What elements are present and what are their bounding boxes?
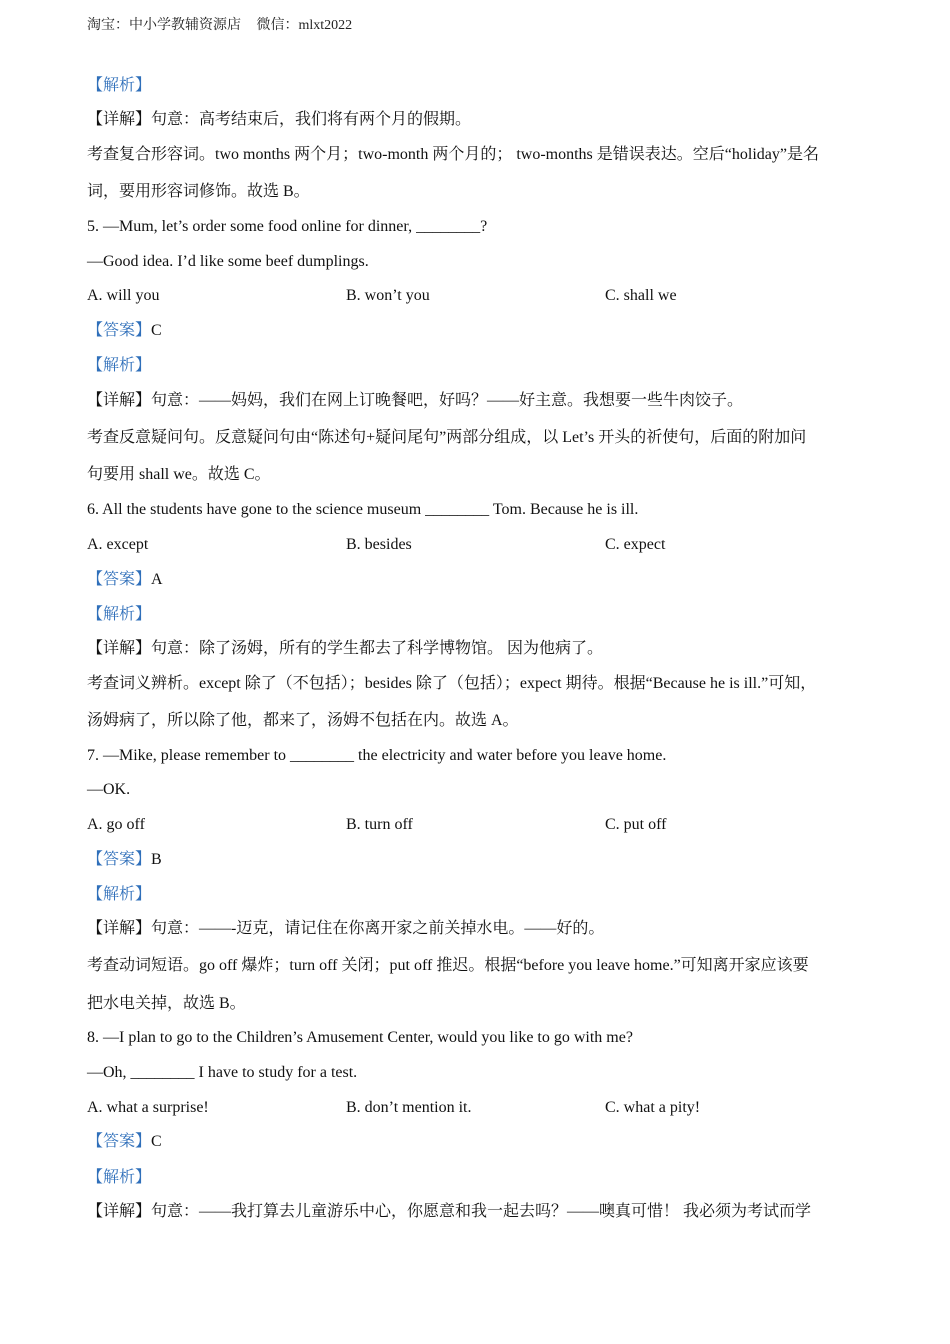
q7-option-c: C. put off (605, 816, 667, 833)
q4-jiexi-label: 【解析】 (87, 77, 152, 94)
q5-reply: —Good idea. I’d like some beef dumplings. (87, 253, 369, 270)
q6-option-b: B. besides (346, 536, 412, 553)
q8-answer: 【答案】C (87, 1133, 162, 1150)
q5-option-a: A. will you (87, 287, 160, 304)
q6-analysis-2: 汤姆病了，所以除了他，都来了，汤姆不包括在内。故选 A。 (87, 712, 519, 729)
q7-option-a: A. go off (87, 816, 145, 833)
q5-jiexi-label: 【解析】 (87, 357, 152, 374)
q6-jiexi-label: 【解析】 (87, 606, 152, 623)
q7-analysis-2: 把水电关掉，故选 B。 (87, 995, 246, 1012)
q7-option-b: B. turn off (346, 816, 413, 833)
q5-stem: 5. —Mum, let’s order some food online for dinner, ________? (87, 218, 488, 235)
q7-options (87, 813, 864, 837)
q8-reply: —Oh, ________ I have to study for a test. (87, 1064, 358, 1081)
q5-option-b: B. won’t you (346, 287, 430, 304)
page-header (87, 14, 352, 34)
q6-options (87, 533, 864, 557)
q8-stem: 8. —I plan to go to the Children’s Amusement Center, would you like to go with me? (87, 1029, 633, 1046)
q8-option-b: B. don’t mention it. (346, 1099, 472, 1116)
q7-stem: 7. —Mike, please remember to ________ the electricity and water before you leave home. (87, 747, 667, 764)
q5-options (87, 284, 864, 308)
q8-jiexi-label: 【解析】 (87, 1169, 152, 1186)
q4-detail: 【详解】句意：高考结束后，我们将有两个月的假期。 (87, 111, 472, 128)
q6-option-a: A. except (87, 536, 149, 553)
q7-analysis-1: 考查动词短语。go off 爆炸；turn off 关闭；put off 推迟。根据“before you leave home.”可知离开家应该要 (87, 957, 809, 974)
q4-analysis-2: 词，要用形容词修饰。故选 B。 (87, 183, 310, 200)
q8-option-a: A. what a surprise! (87, 1099, 209, 1116)
q6-option-c: C. expect (605, 536, 666, 553)
q8-option-c: C. what a pity! (605, 1099, 701, 1116)
q7-reply: —OK. (87, 781, 131, 798)
q5-analysis-2: 句要用 shall we。故选 C。 (87, 466, 271, 483)
q7-jiexi-label: 【解析】 (87, 886, 152, 903)
wechat-id: 微信：mlxt2022 (256, 18, 353, 33)
q8-options (87, 1096, 864, 1120)
q6-analysis-1: 考查词义辨析。except 除了（不包括）；besides 除了（包括）；expect 期待。根据“Because he is ill.”可知， (87, 675, 817, 692)
q6-detail: 【详解】句意：除了汤姆，所有的学生都去了科学博物馆。 因为他病了。 (87, 640, 604, 657)
q7-answer: 【答案】B (87, 851, 162, 868)
q5-detail: 【详解】句意：——妈妈，我们在网上订晚餐吧，好吗？——好主意。我想要一些牛肉饺子。 (87, 392, 744, 409)
q5-analysis-1: 考查反意疑问句。反意疑问句由“陈述句+疑问尾句”两部分组成，以 Let’s 开头的祈使句，后面的附加问 (87, 429, 807, 446)
q8-detail: 【详解】句意：——我打算去儿童游乐中心，你愿意和我一起去吗？——噢真可惜！ 我必须为考试而学 (87, 1203, 812, 1220)
q5-option-c: C. shall we (605, 287, 677, 304)
q7-detail: 【详解】句意：——-迈克，请记住在你离开家之前关掉水电。——好的。 (87, 920, 605, 937)
shop-name: 淘宝：中小学教辅资源店 (87, 18, 241, 33)
q5-answer: 【答案】C (87, 322, 162, 339)
q6-answer: 【答案】A (87, 571, 163, 588)
q6-stem: 6. All the students have gone to the science museum ________ Tom. Because he is ill. (87, 501, 639, 518)
q4-analysis-1: 考查复合形容词。two months 两个月；two-month 两个月的； two-months 是错误表达。空后“holiday”是名 (87, 146, 819, 163)
